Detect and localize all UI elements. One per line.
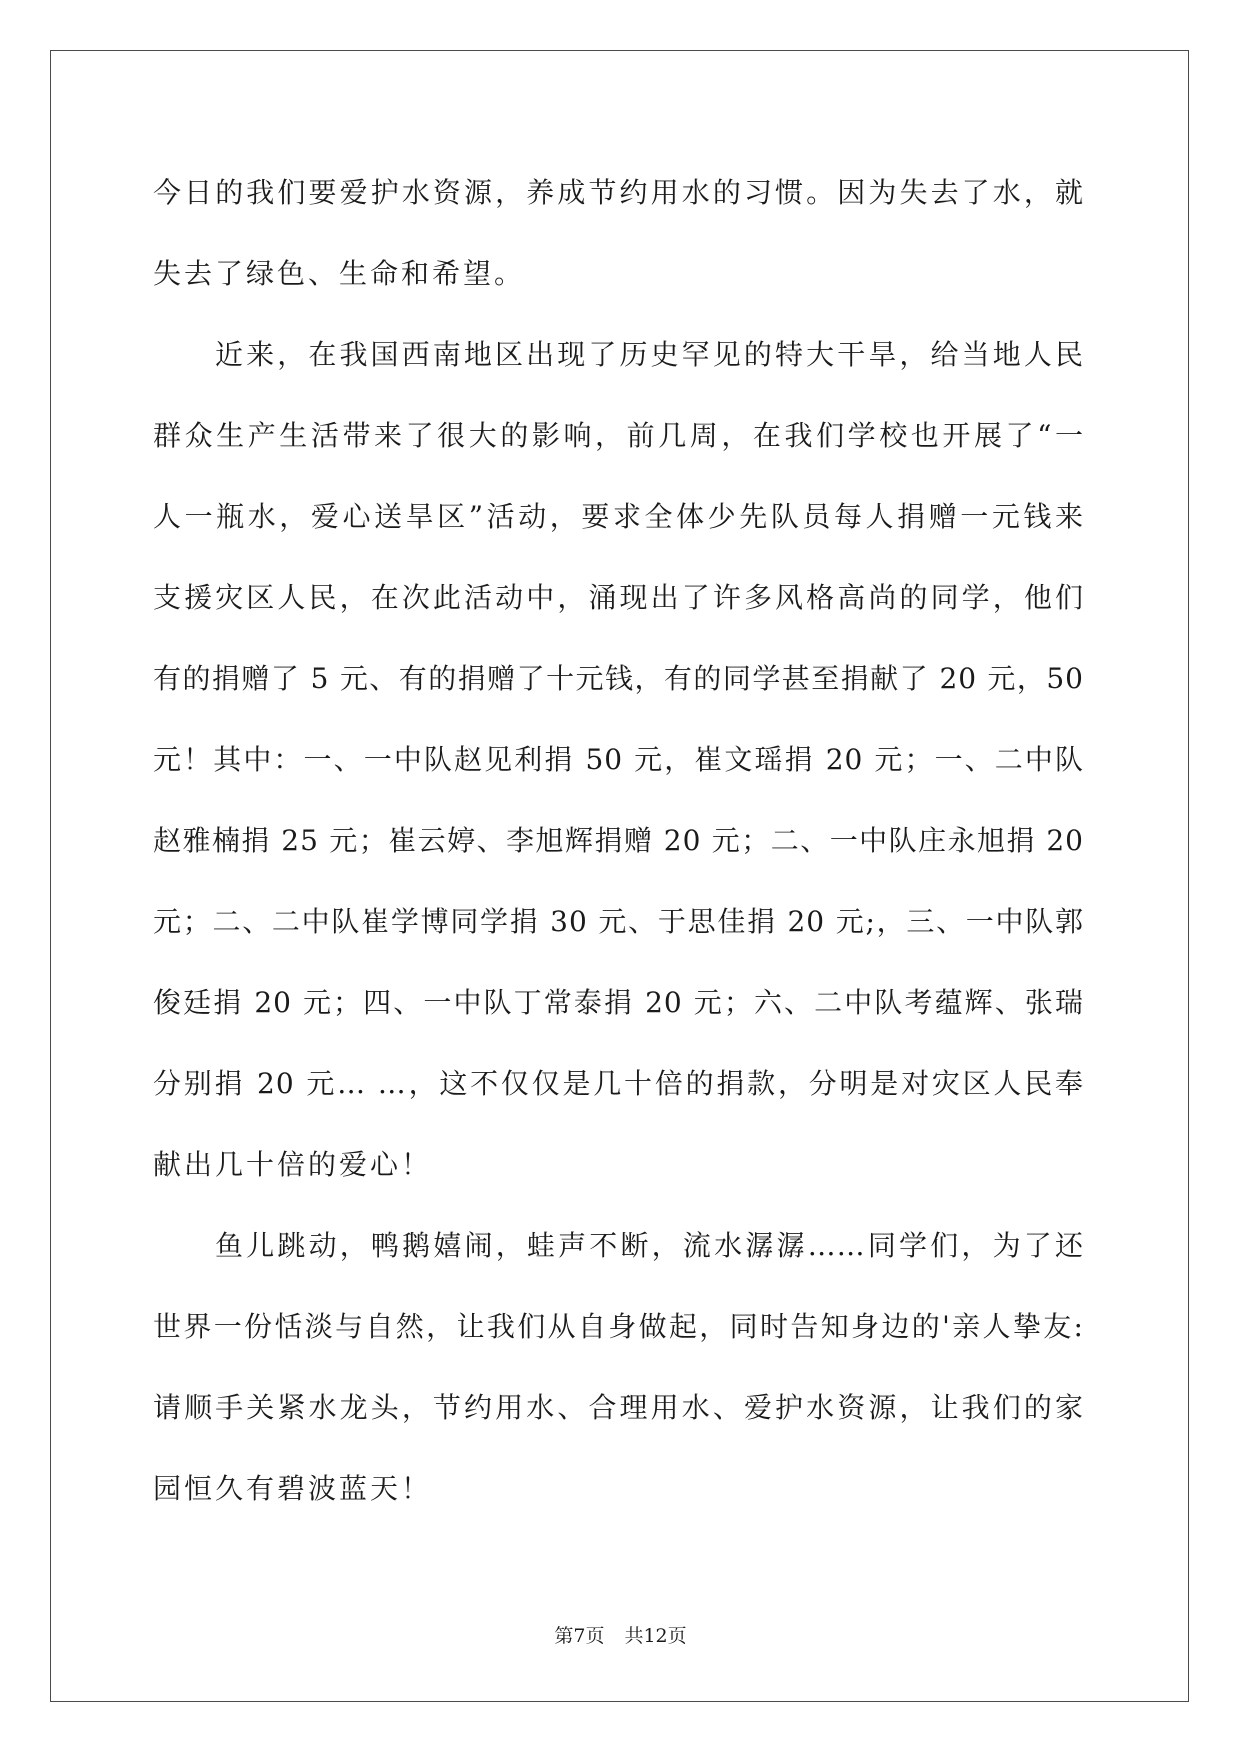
text-line: 世界一份恬淡与自然，让我们从自身做起，同时告知身边的'亲人挚友: (153, 1310, 1084, 1343)
text-line: 鱼儿跳动，鸭鹅嬉闹，蛙声不断，流水潺潺……同学们，为了还 (215, 1229, 1084, 1262)
text-line: 俊廷捐 20 元；四、一中队丁常泰捐 20 元；六、二中队考蕴辉、张瑞 (153, 986, 1084, 1019)
document-body (153, 152, 1084, 1529)
text-line: 群众生产生活带来了很大的影响，前几周，在我们学校也开展了“一 (153, 419, 1084, 452)
text-line: 赵雅楠捐 25 元；崔云婷、李旭辉捐赠 20 元；二、一中队庄永旭捐 20 (153, 824, 1084, 857)
paragraph-3 (153, 1205, 1084, 1529)
text-line: 分别捐 20 元… …，这不仅仅是几十倍的捐款，分明是对灾区人民奉 (153, 1067, 1084, 1100)
page-total: 共12页 (624, 1625, 687, 1647)
text-line: 人一瓶水，爱心送旱区”活动，要求全体少先队员每人捐赠一元钱来 (153, 500, 1084, 533)
text-line: 请顺手关紧水龙头，节约用水、合理用水、爱护水资源，让我们的家 (153, 1391, 1084, 1424)
paragraph-2 (153, 314, 1084, 1205)
text-line: 近来，在我国西南地区出现了历史罕见的特大干旱，给当地人民 (215, 338, 1084, 371)
paragraph-1 (153, 152, 1084, 314)
page-number: 第7页 (554, 1625, 605, 1647)
text-line: 今日的我们要爱护水资源，养成节约用水的习惯。因为失去了水，就 (153, 176, 1084, 209)
text-line: 元；二、二中队崔学博同学捐 30 元、于思佳捐 20 元;，三、一中队郭 (153, 905, 1084, 938)
text-line: 元！其中：一、一中队赵见利捐 50 元，崔文瑶捐 20 元；一、二中队 (153, 743, 1084, 776)
text-line: 支援灾区人民，在次此活动中，涌现出了许多风格高尚的同学，他们 (153, 581, 1084, 614)
page-footer (0, 1622, 1241, 1650)
text-line: 园恒久有碧波蓝天！ (153, 1472, 433, 1505)
text-line: 失去了绿色、生命和希望。 (153, 257, 526, 290)
text-line: 献出几十倍的爱心！ (153, 1148, 433, 1181)
text-line: 有的捐赠了 5 元、有的捐赠了十元钱，有的同学甚至捐献了 20 元，50 (153, 662, 1084, 695)
